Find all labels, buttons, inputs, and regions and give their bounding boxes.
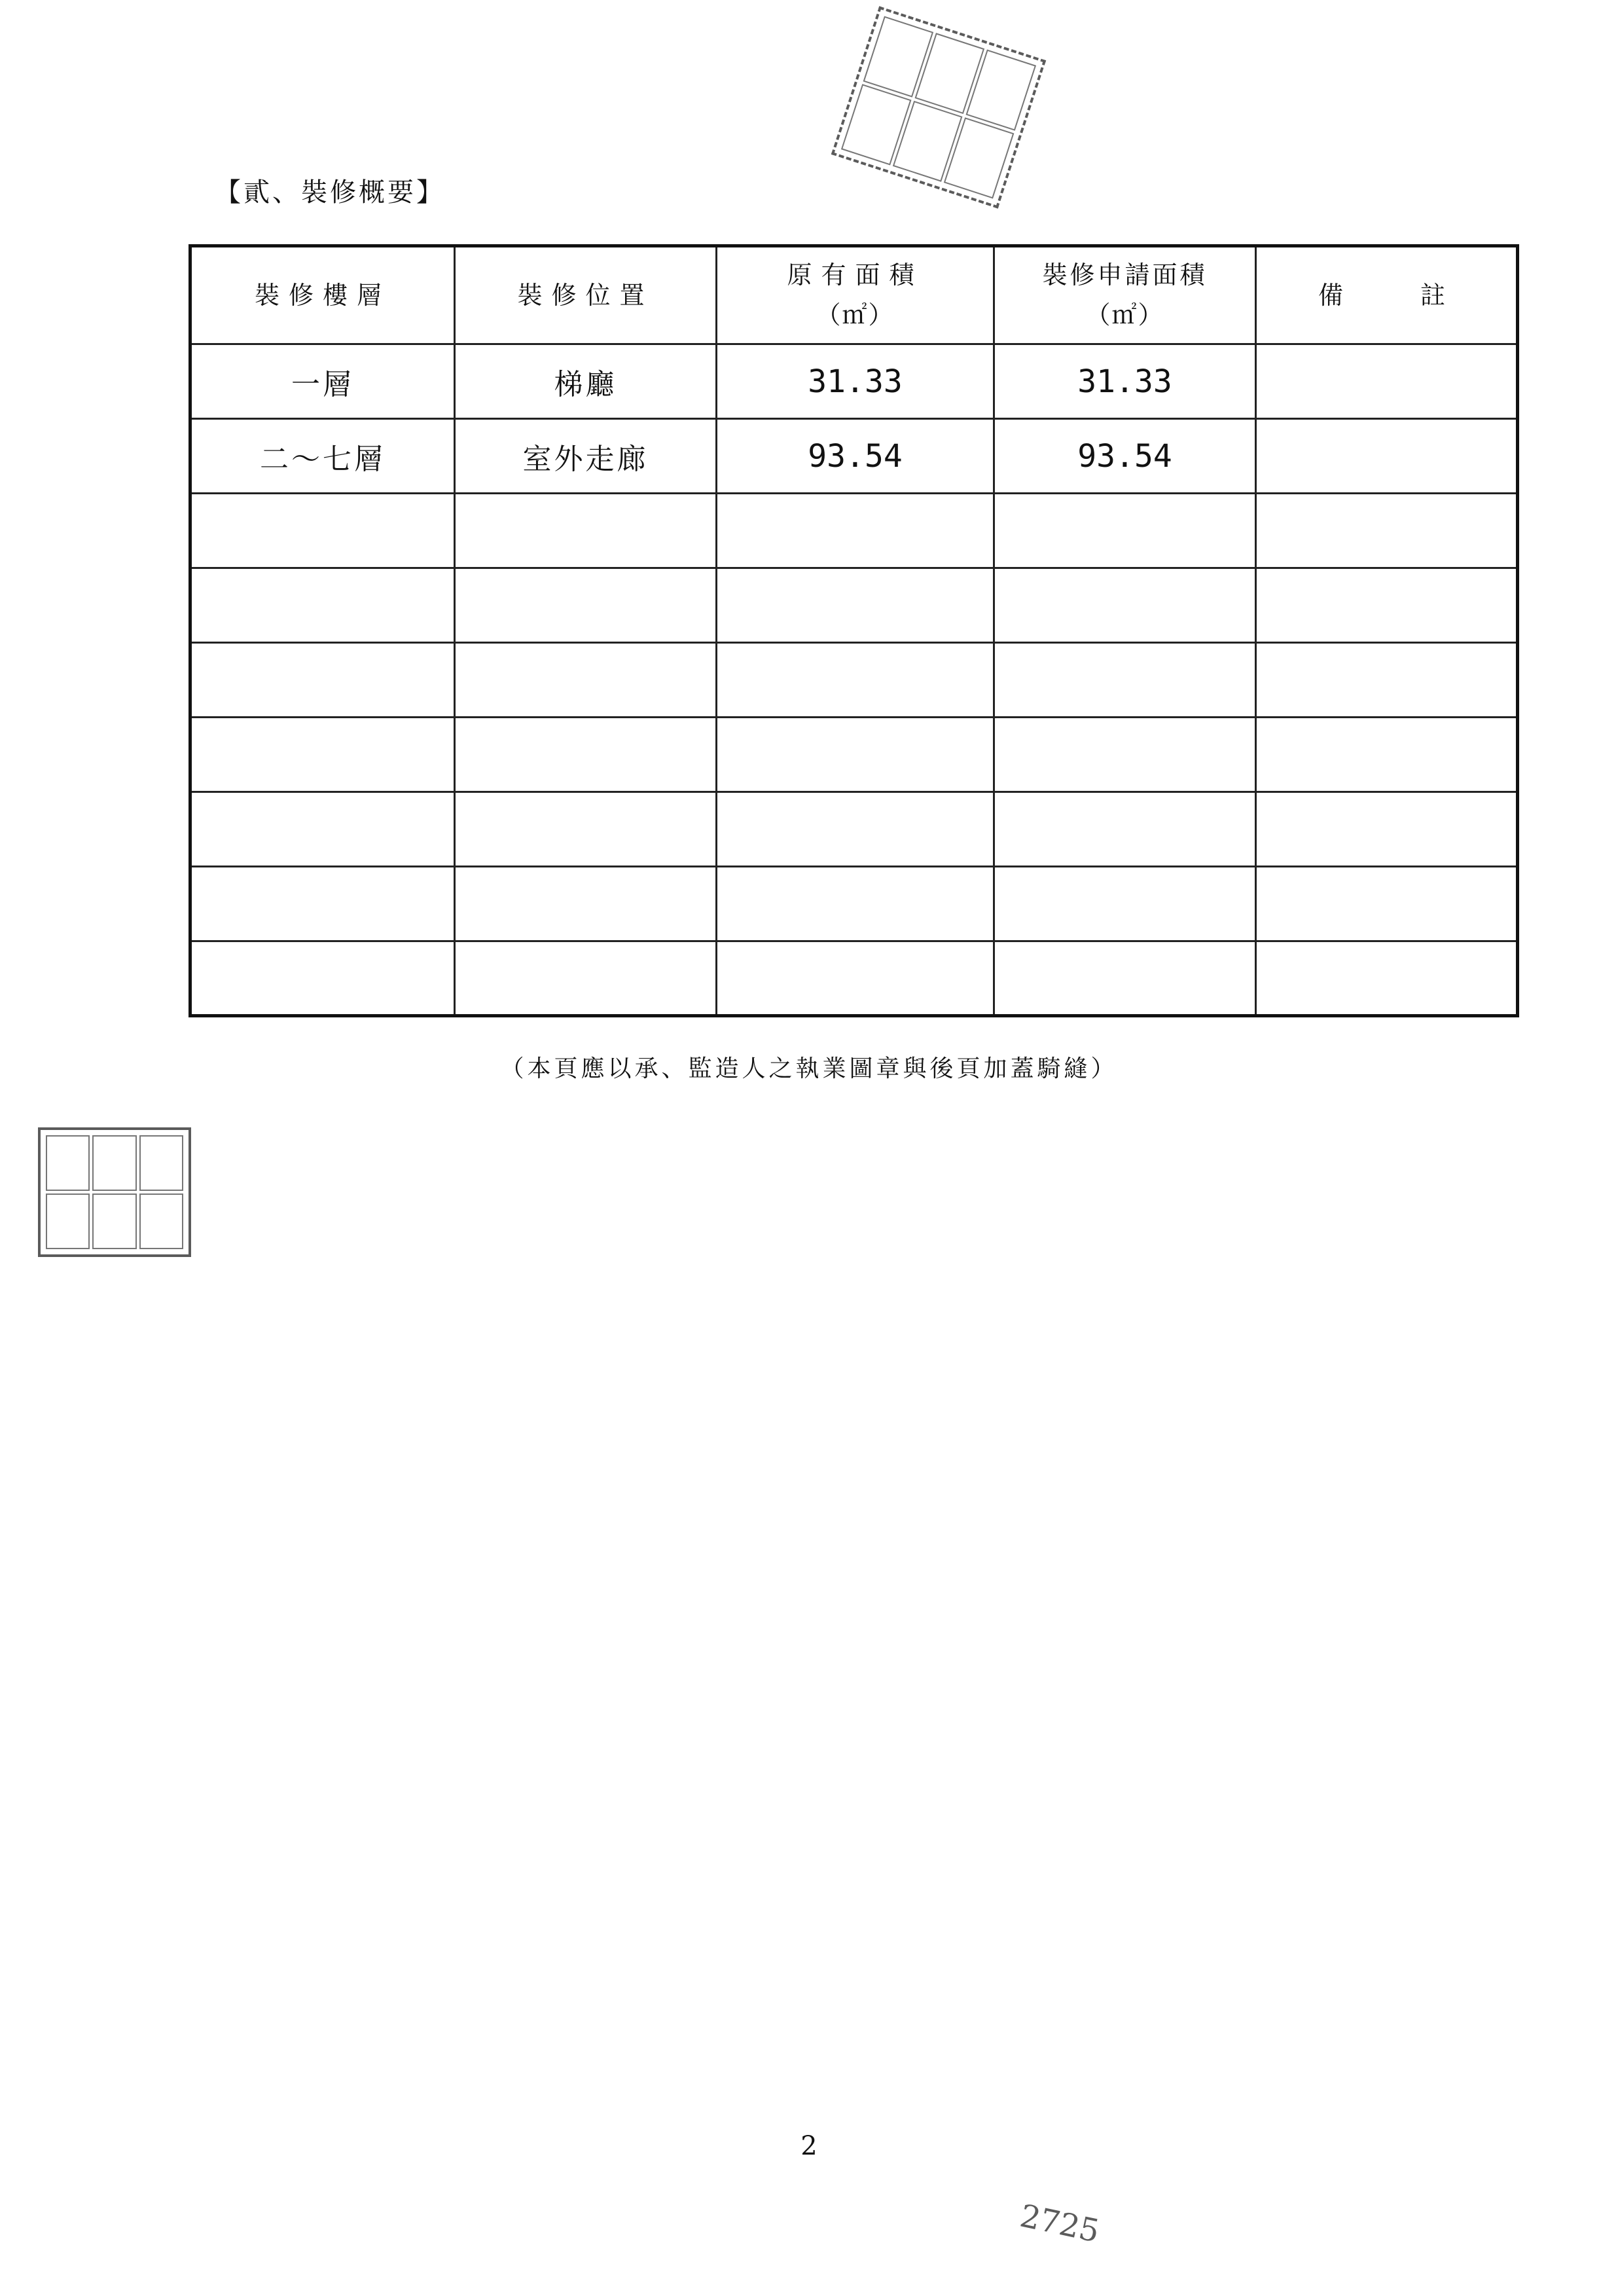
- seal-stamp-left-pattern: [41, 1130, 189, 1254]
- header-original-area-label: 原有面積: [787, 261, 924, 290]
- cell-original-area: [717, 718, 994, 792]
- cell-remarks: [1256, 718, 1518, 792]
- cell-floor: [190, 643, 455, 718]
- cell-original-area: [717, 792, 994, 867]
- cell-remarks: [1256, 344, 1518, 419]
- cell-floor: [190, 494, 455, 568]
- cell-applied-area: [994, 494, 1256, 568]
- header-applied-area: [994, 246, 1256, 344]
- cell-location: 梯廳: [455, 344, 717, 419]
- cell-floor: [190, 568, 455, 643]
- header-applied-area-unit: （㎡）: [1085, 301, 1164, 329]
- seal-stamp-left: [38, 1127, 191, 1257]
- cell-remarks: [1256, 568, 1518, 643]
- header-applied-area-label: 裝修申請面積: [1042, 261, 1208, 290]
- cell-location: [455, 941, 717, 1016]
- header-location: 裝修位置: [455, 246, 717, 344]
- cell-floor: [190, 941, 455, 1016]
- cell-floor: [190, 867, 455, 941]
- cell-floor: 一層: [190, 344, 455, 419]
- cell-applied-area: [994, 643, 1256, 718]
- table-row: [190, 568, 1518, 643]
- cell-location: [455, 792, 717, 867]
- cell-original-area: [717, 643, 994, 718]
- cell-original-area: 31.33: [717, 344, 994, 419]
- header-remarks: 備 註: [1256, 246, 1518, 344]
- cell-applied-area: [994, 568, 1256, 643]
- table-row: [190, 494, 1518, 568]
- table-row: [190, 718, 1518, 792]
- cell-applied-area: 93.54: [994, 419, 1256, 494]
- seal-stamp-top: [831, 6, 1046, 208]
- header-floor: 裝修樓層: [190, 246, 455, 344]
- cell-original-area: 93.54: [717, 419, 994, 494]
- cell-remarks: [1256, 867, 1518, 941]
- cell-remarks: [1256, 792, 1518, 867]
- table-header-row: [190, 246, 1518, 344]
- seal-stamp-top-pattern: [835, 9, 1043, 205]
- cell-location: [455, 867, 717, 941]
- header-original-area-unit: （㎡）: [816, 301, 895, 329]
- cell-remarks: [1256, 419, 1518, 494]
- seal-instruction-note: （本頁應以承、監造人之執業圖章與後頁加蓋騎縫）: [500, 1055, 1118, 1082]
- cell-location: [455, 718, 717, 792]
- cell-location: [455, 568, 717, 643]
- table-row: [190, 344, 1518, 419]
- table-row: [190, 941, 1518, 1016]
- cell-remarks: [1256, 643, 1518, 718]
- cell-remarks: [1256, 941, 1518, 1016]
- cell-applied-area: [994, 718, 1256, 792]
- seal-stamp-bottom-number: 2725: [1016, 2197, 1103, 2250]
- cell-remarks: [1256, 494, 1518, 568]
- cell-floor: [190, 718, 455, 792]
- table-row: [190, 643, 1518, 718]
- cell-floor: [190, 792, 455, 867]
- table-row: [190, 867, 1518, 941]
- table-row: [190, 792, 1518, 867]
- page-number: 2: [800, 2131, 818, 2161]
- cell-applied-area: [994, 941, 1256, 1016]
- table-row: [190, 419, 1518, 494]
- cell-applied-area: [994, 867, 1256, 941]
- cell-original-area: [717, 941, 994, 1016]
- cell-location: 室外走廊: [455, 419, 717, 494]
- cell-floor: 二～七層: [190, 419, 455, 494]
- cell-location: [455, 494, 717, 568]
- header-original-area: [717, 246, 994, 344]
- cell-location: [455, 643, 717, 718]
- seal-stamp-bottom: [968, 2190, 1143, 2295]
- renovation-summary-table: [189, 244, 1519, 1017]
- cell-original-area: [717, 494, 994, 568]
- cell-applied-area: 31.33: [994, 344, 1256, 419]
- section-title: 【貳、裝修概要】: [215, 177, 445, 208]
- cell-original-area: [717, 568, 994, 643]
- cell-original-area: [717, 867, 994, 941]
- cell-applied-area: [994, 792, 1256, 867]
